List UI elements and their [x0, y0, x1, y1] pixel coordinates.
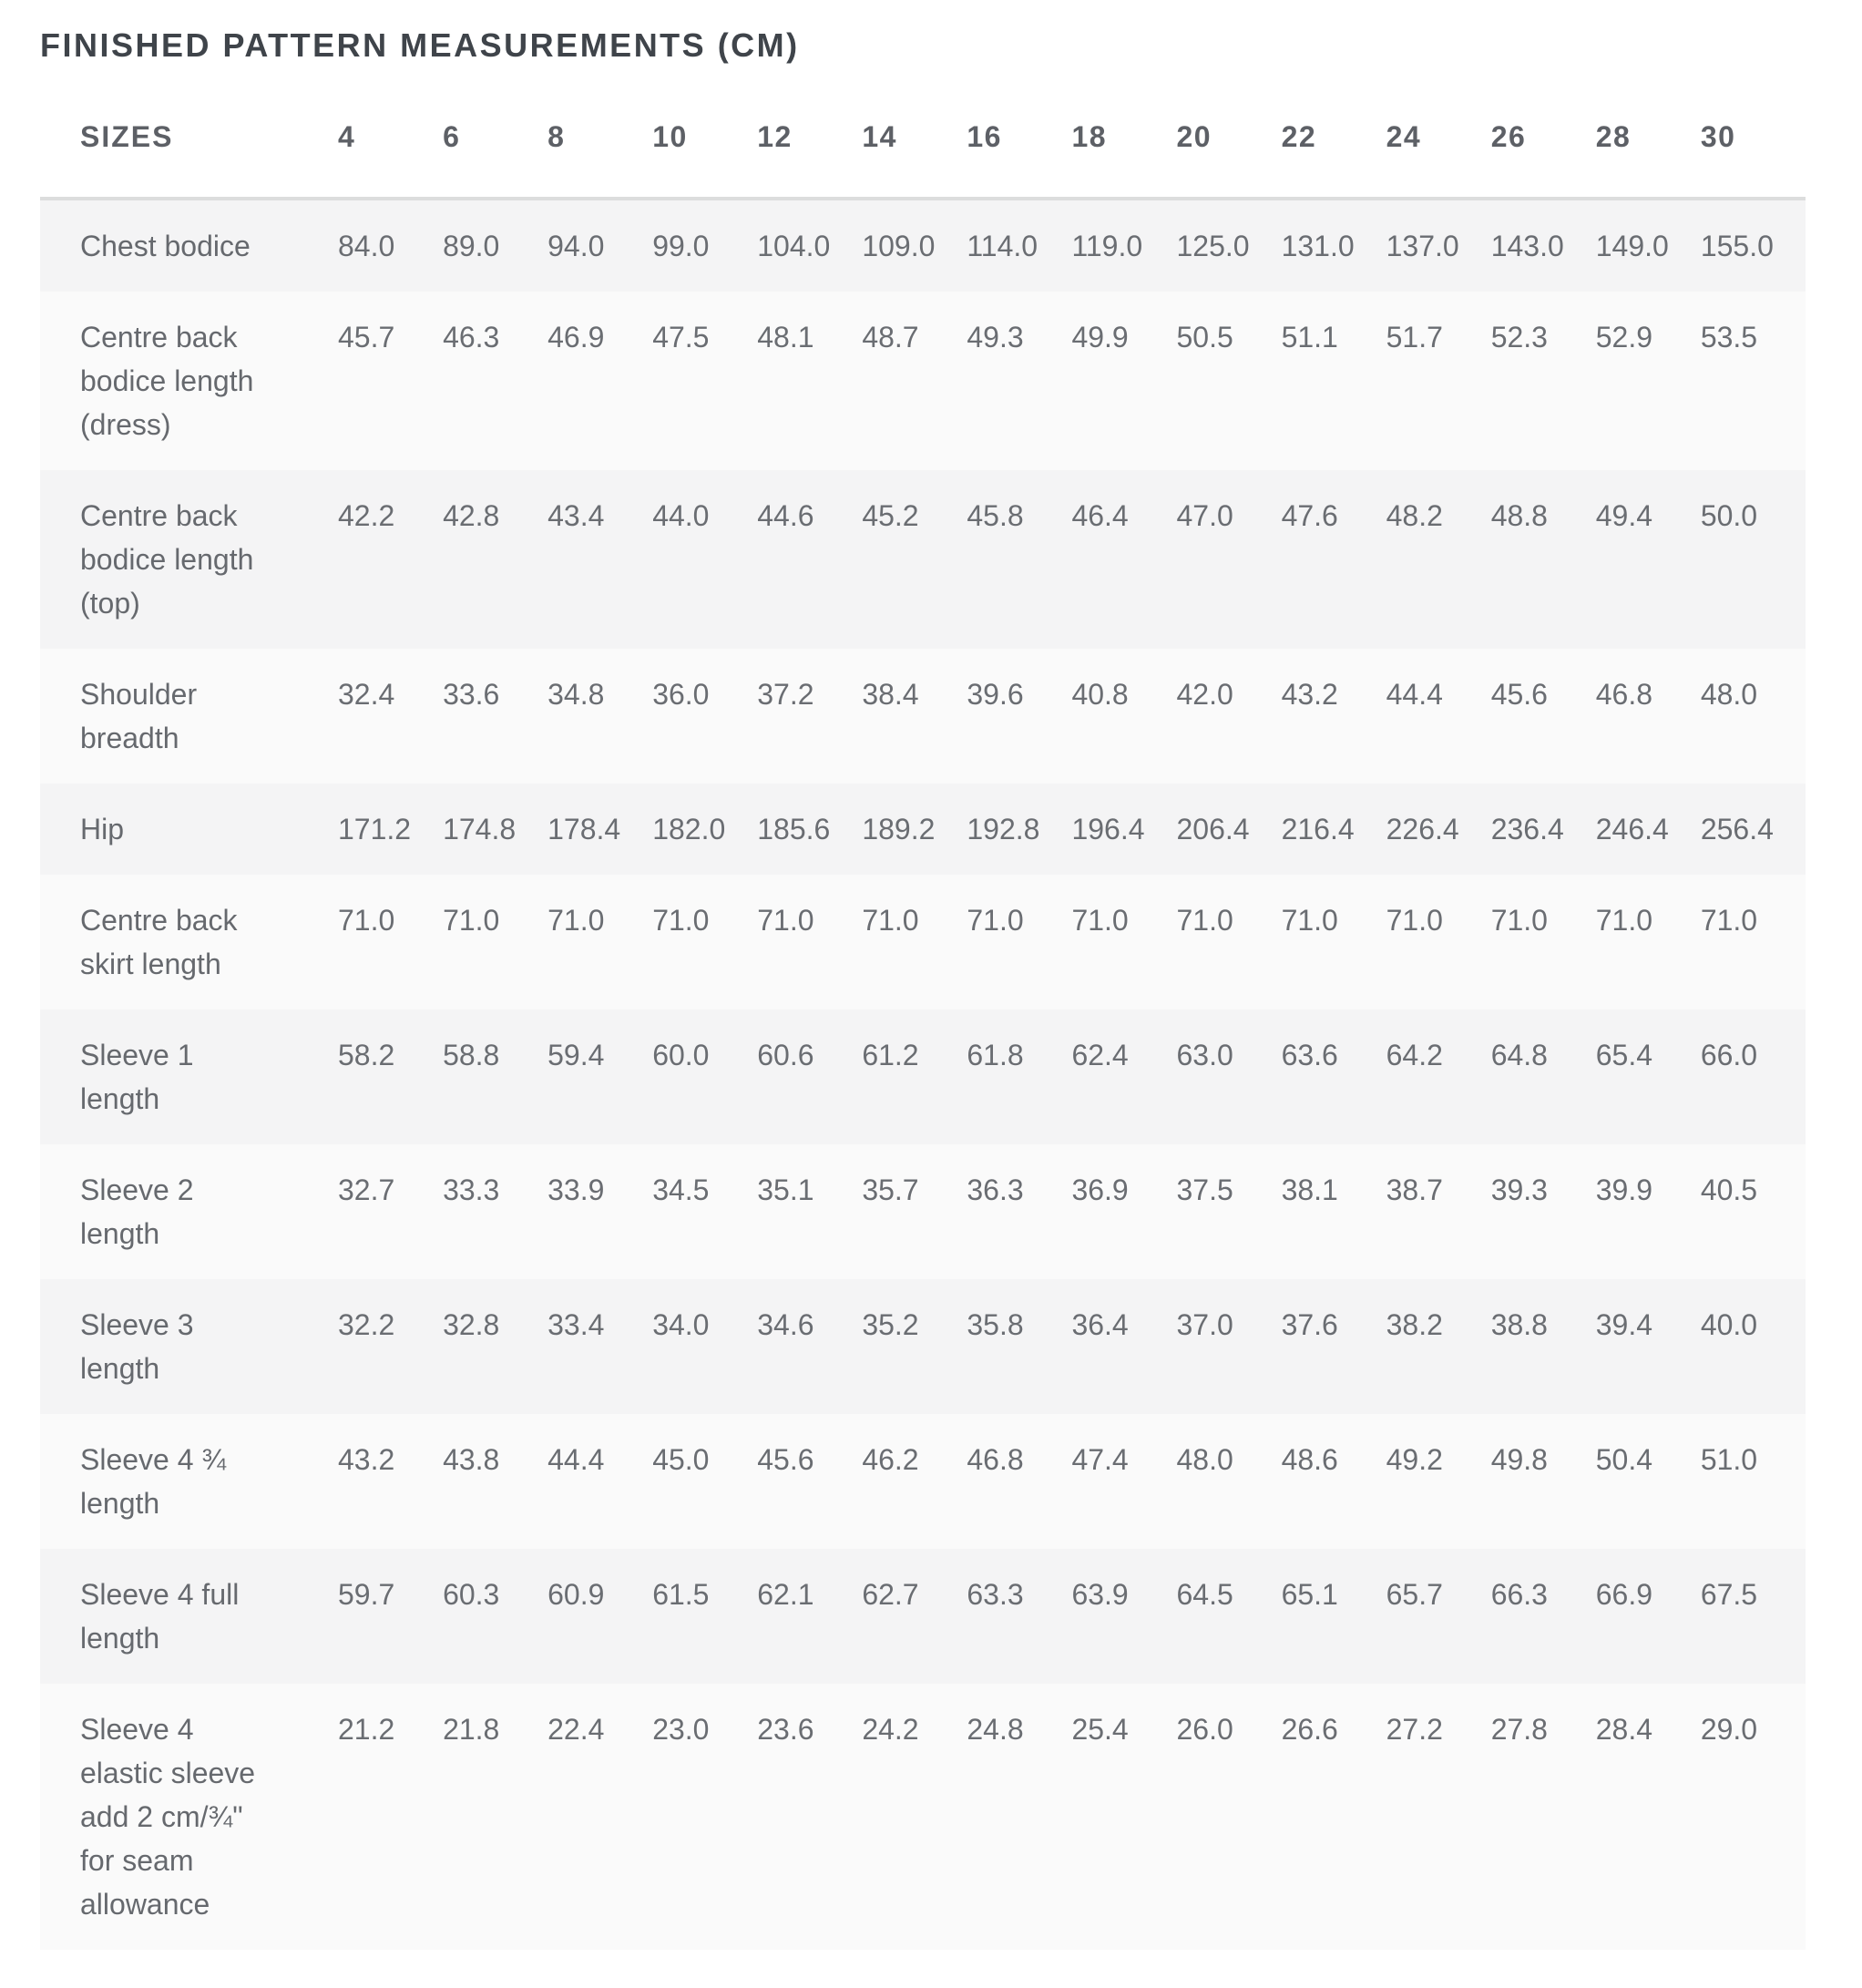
measurement-value: 71.0	[443, 904, 500, 937]
table-row	[40, 292, 1806, 470]
measurement-value: 49.4	[1595, 499, 1653, 532]
measurement-value: 50.4	[1595, 1443, 1653, 1476]
size-column-header: 28	[1596, 115, 1701, 199]
measurement-value: 24.2	[862, 1713, 919, 1746]
measurement-value: 40.5	[1700, 1173, 1758, 1206]
measurement-value: 40.8	[1071, 678, 1129, 711]
measurement-value: 33.6	[443, 678, 500, 711]
row-label: Sleeve 3 length	[80, 1308, 194, 1385]
measurement-value: 37.0	[1176, 1308, 1233, 1341]
measurement-value: 37.6	[1281, 1308, 1338, 1341]
measurement-value: 46.3	[443, 321, 500, 354]
measurement-value: 42.8	[443, 499, 500, 532]
measurement-value: 63.9	[1071, 1578, 1129, 1611]
measurement-value: 24.8	[967, 1713, 1024, 1746]
measurement-value: 35.7	[862, 1173, 919, 1206]
measurement-value: 37.5	[1176, 1173, 1233, 1206]
measurement-value: 178.4	[547, 813, 621, 845]
measurement-value: 226.4	[1386, 813, 1459, 845]
measurement-value: 52.3	[1490, 321, 1548, 354]
measurement-value: 119.0	[1071, 230, 1143, 262]
measurement-value: 47.0	[1176, 499, 1233, 532]
row-label: Sleeve 1 length	[80, 1039, 194, 1115]
row-label: Hip	[80, 813, 125, 845]
measurement-value: 58.8	[443, 1039, 500, 1071]
measurement-value: 25.4	[1071, 1713, 1129, 1746]
measurement-value: 26.0	[1176, 1713, 1233, 1746]
measurement-value: 71.0	[862, 904, 919, 937]
measurement-value: 51.7	[1386, 321, 1443, 354]
measurement-value: 46.8	[1595, 678, 1653, 711]
measurement-value: 38.4	[862, 678, 919, 711]
measurement-value: 52.9	[1595, 321, 1653, 354]
measurement-value: 34.6	[757, 1308, 814, 1341]
measurement-value: 33.4	[547, 1308, 605, 1341]
measurement-value: 35.8	[967, 1308, 1024, 1341]
measurement-value: 182.0	[652, 813, 726, 845]
measurement-value: 43.4	[547, 499, 605, 532]
measurement-value: 256.4	[1700, 813, 1774, 845]
table-row	[40, 1009, 1806, 1144]
measurement-value: 185.6	[757, 813, 831, 845]
measurement-value: 48.6	[1281, 1443, 1338, 1476]
measurement-value: 196.4	[1071, 813, 1145, 845]
measurement-value: 32.4	[338, 678, 395, 711]
measurement-value: 51.0	[1700, 1443, 1758, 1476]
size-column-header: 30	[1701, 115, 1806, 199]
measurements-table	[40, 115, 1806, 1950]
measurement-value: 27.2	[1386, 1713, 1443, 1746]
measurement-value: 33.3	[443, 1173, 500, 1206]
size-column-header: 22	[1282, 115, 1386, 199]
measurement-value: 64.8	[1490, 1039, 1548, 1071]
measurement-value: 43.8	[443, 1443, 500, 1476]
measurement-value: 46.9	[547, 321, 605, 354]
table-row	[40, 1144, 1806, 1279]
size-column-header: 10	[652, 115, 757, 199]
measurement-value: 48.7	[862, 321, 919, 354]
measurement-value: 65.1	[1281, 1578, 1338, 1611]
measurement-value: 94.0	[547, 230, 605, 262]
measurement-value: 48.2	[1386, 499, 1443, 532]
measurement-value: 171.2	[338, 813, 412, 845]
size-column-header: 20	[1177, 115, 1282, 199]
measurement-value: 27.8	[1490, 1713, 1548, 1746]
measurement-value: 39.4	[1595, 1308, 1653, 1341]
measurement-value: 38.8	[1490, 1308, 1548, 1341]
measurement-value: 36.0	[652, 678, 710, 711]
measurement-value: 67.5	[1700, 1578, 1758, 1611]
measurement-value: 84.0	[338, 230, 395, 262]
measurement-value: 246.4	[1595, 813, 1669, 845]
measurement-value: 99.0	[652, 230, 710, 262]
measurement-value: 49.8	[1490, 1443, 1548, 1476]
size-column-header: 18	[1071, 115, 1176, 199]
measurement-value: 22.4	[547, 1713, 605, 1746]
size-column-header: 4	[338, 115, 443, 199]
measurement-value: 47.6	[1281, 499, 1338, 532]
size-column-header: 12	[757, 115, 862, 199]
row-label: Centre back skirt length	[80, 904, 238, 980]
table-row	[40, 1414, 1806, 1549]
measurement-value: 66.0	[1700, 1039, 1758, 1071]
measurement-value: 38.1	[1281, 1173, 1338, 1206]
measurement-value: 48.0	[1700, 678, 1758, 711]
measurement-value: 44.0	[652, 499, 710, 532]
measurement-value: 131.0	[1281, 230, 1355, 262]
measurement-value: 66.3	[1490, 1578, 1548, 1611]
table-row	[40, 199, 1806, 292]
measurement-value: 46.8	[967, 1443, 1024, 1476]
row-label: Sleeve 4 elastic sleeve add 2 cm/¾" for seam allowance	[80, 1713, 256, 1921]
measurement-value: 62.4	[1071, 1039, 1129, 1071]
measurement-value: 62.7	[862, 1578, 919, 1611]
measurement-value: 23.6	[757, 1713, 814, 1746]
sizes-corner-header: SIZES	[40, 115, 338, 199]
measurement-value: 40.0	[1700, 1308, 1758, 1341]
measurement-value: 137.0	[1386, 230, 1459, 262]
measurement-value: 104.0	[757, 230, 831, 262]
measurement-value: 49.2	[1386, 1443, 1443, 1476]
measurement-value: 61.8	[967, 1039, 1024, 1071]
table-row	[40, 1549, 1806, 1684]
measurement-value: 71.0	[967, 904, 1024, 937]
measurement-value: 36.4	[1071, 1308, 1129, 1341]
measurement-value: 192.8	[967, 813, 1040, 845]
measurement-value: 33.9	[547, 1173, 605, 1206]
measurement-value: 48.8	[1490, 499, 1548, 532]
measurement-value: 71.0	[1595, 904, 1653, 937]
measurement-value: 64.5	[1176, 1578, 1233, 1611]
measurement-value: 34.0	[652, 1308, 710, 1341]
measurement-value: 63.6	[1281, 1039, 1338, 1071]
measurement-value: 51.1	[1281, 321, 1338, 354]
measurement-value: 64.2	[1386, 1039, 1443, 1071]
measurement-value: 58.2	[338, 1039, 395, 1071]
measurement-value: 149.0	[1595, 230, 1669, 262]
table-row	[40, 1684, 1806, 1950]
measurement-value: 59.7	[338, 1578, 395, 1611]
measurement-value: 47.4	[1071, 1443, 1129, 1476]
measurement-value: 143.0	[1490, 230, 1564, 262]
measurement-value: 60.9	[547, 1578, 605, 1611]
measurement-value: 71.0	[757, 904, 814, 937]
measurement-value: 50.5	[1176, 321, 1233, 354]
measurement-value: 62.1	[757, 1578, 814, 1611]
measurement-value: 49.9	[1071, 321, 1129, 354]
size-column-header: 26	[1491, 115, 1596, 199]
measurement-value: 66.9	[1595, 1578, 1653, 1611]
page-title: FINISHED PATTERN MEASUREMENTS (CM)	[40, 26, 800, 64]
table-row	[40, 1279, 1806, 1414]
measurement-value: 60.6	[757, 1039, 814, 1071]
measurement-value: 21.8	[443, 1713, 500, 1746]
table-body	[40, 199, 1806, 1950]
size-column-header: 16	[967, 115, 1071, 199]
table-row	[40, 875, 1806, 1009]
measurement-value: 63.3	[967, 1578, 1024, 1611]
measurement-value: 28.4	[1595, 1713, 1653, 1746]
measurement-value: 47.5	[652, 321, 710, 354]
row-label: Chest bodice	[80, 230, 251, 262]
measurement-value: 39.9	[1595, 1173, 1653, 1206]
measurement-value: 45.6	[1490, 678, 1548, 711]
measurement-value: 32.2	[338, 1308, 395, 1341]
measurement-value: 63.0	[1176, 1039, 1233, 1071]
measurement-value: 36.3	[967, 1173, 1024, 1206]
measurement-value: 38.7	[1386, 1173, 1443, 1206]
measurement-value: 59.4	[547, 1039, 605, 1071]
measurement-value: 71.0	[1071, 904, 1129, 937]
table-header-row	[40, 115, 1806, 199]
measurement-value: 42.0	[1176, 678, 1233, 711]
measurement-value: 38.2	[1386, 1308, 1443, 1341]
measurement-value: 71.0	[1176, 904, 1233, 937]
measurement-value: 61.2	[862, 1039, 919, 1071]
measurement-value: 89.0	[443, 230, 500, 262]
measurement-value: 189.2	[862, 813, 936, 845]
measurement-value: 39.6	[967, 678, 1024, 711]
measurement-value: 65.4	[1595, 1039, 1653, 1071]
measurement-value: 21.2	[338, 1713, 395, 1746]
measurement-value: 44.4	[547, 1443, 605, 1476]
measurement-value: 44.6	[757, 499, 814, 532]
measurement-value: 36.9	[1071, 1173, 1129, 1206]
row-label: Sleeve 4 ¾ length	[80, 1443, 227, 1520]
table-row	[40, 649, 1806, 784]
measurement-value: 71.0	[338, 904, 395, 937]
measurement-value: 29.0	[1700, 1713, 1758, 1746]
measurement-value: 45.8	[967, 499, 1024, 532]
measurement-value: 35.1	[757, 1173, 814, 1206]
measurement-value: 37.2	[757, 678, 814, 711]
measurement-value: 43.2	[338, 1443, 395, 1476]
measurement-value: 32.8	[443, 1308, 500, 1341]
measurement-value: 48.1	[757, 321, 814, 354]
size-column-header: 24	[1386, 115, 1491, 199]
measurement-value: 45.6	[757, 1443, 814, 1476]
size-column-header: 6	[443, 115, 547, 199]
measurement-value: 206.4	[1176, 813, 1250, 845]
measurement-value: 46.2	[862, 1443, 919, 1476]
size-column-header: 8	[547, 115, 652, 199]
measurement-value: 109.0	[862, 230, 936, 262]
measurement-value: 45.2	[862, 499, 919, 532]
measurement-value: 71.0	[652, 904, 710, 937]
measurement-value: 216.4	[1281, 813, 1355, 845]
measurement-value: 61.5	[652, 1578, 710, 1611]
measurement-value: 34.8	[547, 678, 605, 711]
measurement-value: 45.0	[652, 1443, 710, 1476]
measurement-value: 71.0	[1700, 904, 1758, 937]
table-row	[40, 784, 1806, 875]
measurement-value: 71.0	[1386, 904, 1443, 937]
measurement-value: 26.6	[1281, 1713, 1338, 1746]
row-label: Centre back bodice length (top)	[80, 499, 254, 620]
measurement-value: 71.0	[1281, 904, 1338, 937]
row-label: Sleeve 4 full length	[80, 1578, 240, 1655]
measurement-value: 71.0	[547, 904, 605, 937]
measurement-value: 23.0	[652, 1713, 710, 1746]
measurement-value: 39.3	[1490, 1173, 1548, 1206]
row-label: Shoulder breadth	[80, 678, 198, 754]
measurement-value: 236.4	[1490, 813, 1564, 845]
measurement-value: 45.7	[338, 321, 395, 354]
measurement-value: 49.3	[967, 321, 1024, 354]
measurement-value: 114.0	[967, 230, 1038, 262]
measurement-value: 60.3	[443, 1578, 500, 1611]
measurement-value: 46.4	[1071, 499, 1129, 532]
size-column-header: 14	[862, 115, 967, 199]
measurement-value: 125.0	[1176, 230, 1250, 262]
measurement-value: 60.0	[652, 1039, 710, 1071]
measurement-value: 32.7	[338, 1173, 395, 1206]
measurement-value: 34.5	[652, 1173, 710, 1206]
measurement-value: 65.7	[1386, 1578, 1443, 1611]
row-label: Sleeve 2 length	[80, 1173, 194, 1250]
measurement-value: 71.0	[1490, 904, 1548, 937]
measurement-value: 174.8	[443, 813, 517, 845]
measurement-value: 50.0	[1700, 499, 1758, 532]
measurement-value: 35.2	[862, 1308, 919, 1341]
table-row	[40, 470, 1806, 649]
measurement-value: 155.0	[1700, 230, 1774, 262]
row-label: Centre back bodice length (dress)	[80, 321, 254, 441]
measurement-value: 43.2	[1281, 678, 1338, 711]
measurement-value: 44.4	[1386, 678, 1443, 711]
measurement-value: 53.5	[1700, 321, 1758, 354]
measurement-value: 42.2	[338, 499, 395, 532]
measurement-value: 48.0	[1176, 1443, 1233, 1476]
